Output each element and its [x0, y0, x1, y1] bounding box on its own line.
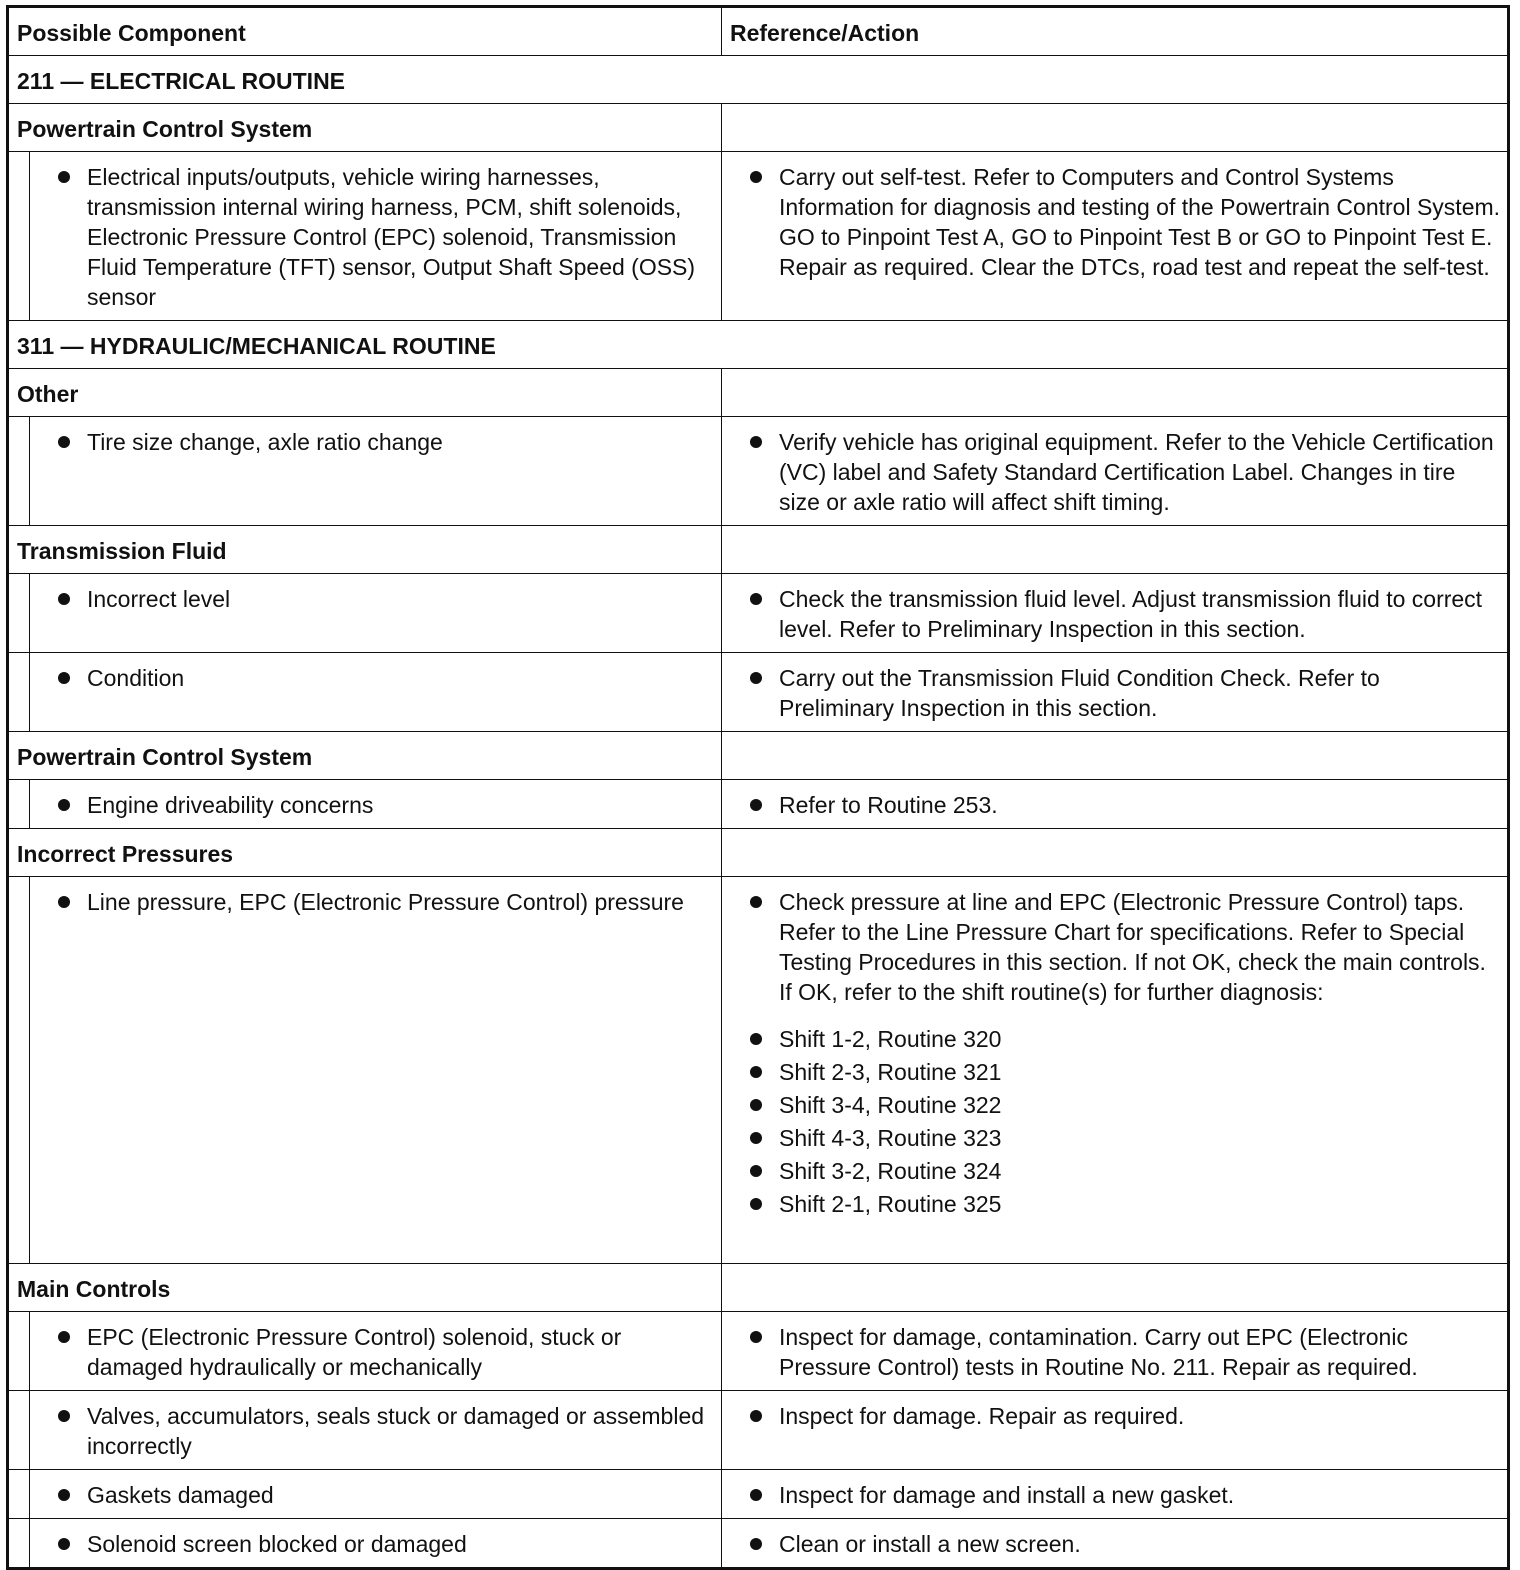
component-cell: [30, 152, 722, 321]
list-item: Engine driveability concerns: [30, 790, 715, 820]
group-title: Incorrect Pressures: [8, 829, 722, 877]
component-cell: [30, 780, 722, 829]
group-empty-cell: [722, 526, 1509, 574]
component-cell: [30, 877, 722, 1264]
component-cell: [30, 1470, 722, 1519]
group-title: Powertrain Control System: [8, 104, 722, 152]
indent-cell: [8, 417, 30, 526]
list-item: Shift 2-1, Routine 325: [722, 1188, 1501, 1221]
component-cell: [30, 1312, 722, 1391]
header-component: Possible Component: [8, 7, 722, 56]
table-row: [8, 574, 1509, 653]
section-title: 211 — ELECTRICAL ROUTINE: [8, 56, 1509, 104]
list-item: Carry out the Transmission Fluid Condition Check. Refer to Preliminary Inspection in this section.: [722, 663, 1501, 723]
diagnosis-table: [6, 5, 1510, 1570]
action-cell: [722, 417, 1509, 526]
list-item: Shift 2-3, Routine 321: [722, 1056, 1501, 1089]
group-empty-cell: [722, 104, 1509, 152]
group-empty-cell: [722, 732, 1509, 780]
group-row-transmission-fluid: [8, 526, 1509, 574]
header-reference: Reference/Action: [722, 7, 1509, 56]
component-cell: [30, 1519, 722, 1569]
list-item: Line pressure, EPC (Electronic Pressure Control) pressure: [30, 887, 715, 917]
indent-cell: [8, 1312, 30, 1391]
component-cell: [30, 653, 722, 732]
list-item: Shift 4-3, Routine 323: [722, 1122, 1501, 1155]
list-item: Electrical inputs/outputs, vehicle wiring harnesses, transmission internal wiring harness, PCM, shift solenoids, Electronic Pressure Control (EPC) solenoid, Transmission Fluid Temperature (TFT) sensor, Output Shaft Speed (OSS) sensor: [30, 162, 715, 312]
group-empty-cell: [722, 829, 1509, 877]
table-row: [8, 152, 1509, 321]
list-item: Incorrect level: [30, 584, 715, 614]
action-cell: [722, 1519, 1509, 1569]
indent-cell: [8, 653, 30, 732]
list-item: Check the transmission fluid level. Adjust transmission fluid to correct level. Refer to Preliminary Inspection in this section.: [722, 584, 1501, 644]
indent-cell: [8, 1391, 30, 1470]
action-cell: [722, 152, 1509, 321]
action-cell: [722, 574, 1509, 653]
action-cell: [722, 780, 1509, 829]
list-item: Verify vehicle has original equipment. Refer to the Vehicle Certification (VC) label and Safety Standard Certification Label. Changes in tire size or axle ratio will affect shift timing.: [722, 427, 1501, 517]
group-row-main-controls: [8, 1264, 1509, 1312]
table-row: [8, 1519, 1509, 1569]
group-title: Powertrain Control System: [8, 732, 722, 780]
table-row: [8, 1470, 1509, 1519]
list-item: Shift 1-2, Routine 320: [722, 1023, 1501, 1056]
component-cell: [30, 417, 722, 526]
group-empty-cell: [722, 369, 1509, 417]
section-row-electrical: [8, 56, 1509, 104]
action-cell: [722, 1470, 1509, 1519]
component-cell: [30, 1391, 722, 1470]
group-empty-cell: [722, 1264, 1509, 1312]
list-item: Valves, accumulators, seals stuck or damaged or assembled incorrectly: [30, 1401, 715, 1461]
table-row: [8, 877, 1509, 1264]
table-row: [8, 1312, 1509, 1391]
indent-cell: [8, 1470, 30, 1519]
table-row: [8, 417, 1509, 526]
list-item: Shift 3-2, Routine 324: [722, 1155, 1501, 1188]
list-item: Inspect for damage. Repair as required.: [722, 1401, 1501, 1431]
action-cell: [722, 1312, 1509, 1391]
list-item: EPC (Electronic Pressure Control) solenoid, stuck or damaged hydraulically or mechanically: [30, 1322, 715, 1382]
indent-cell: [8, 1519, 30, 1569]
indent-cell: [8, 780, 30, 829]
table-row: [8, 1391, 1509, 1470]
shift-routine-list: [722, 1007, 1507, 1227]
group-title: Other: [8, 369, 722, 417]
list-item: Shift 3-4, Routine 322: [722, 1089, 1501, 1122]
component-cell: [30, 574, 722, 653]
indent-cell: [8, 152, 30, 321]
group-title: Transmission Fluid: [8, 526, 722, 574]
group-row-powertrain-control: [8, 104, 1509, 152]
indent-cell: [8, 574, 30, 653]
group-title: Main Controls: [8, 1264, 722, 1312]
list-item: Gaskets damaged: [30, 1480, 715, 1510]
list-item: Inspect for damage and install a new gasket.: [722, 1480, 1501, 1510]
section-row-hydraulic: [8, 321, 1509, 369]
list-item: Refer to Routine 253.: [722, 790, 1501, 820]
table-row: [8, 780, 1509, 829]
table-header-row: [8, 7, 1509, 56]
group-row-powertrain-control-2: [8, 732, 1509, 780]
list-item: Inspect for damage, contamination. Carry out EPC (Electronic Pressure Control) tests in Routine No. 211. Repair as required.: [722, 1322, 1501, 1382]
list-item: Condition: [30, 663, 715, 693]
action-cell: [722, 1391, 1509, 1470]
action-cell: [722, 877, 1509, 1264]
indent-cell: [8, 877, 30, 1264]
list-item: Carry out self-test. Refer to Computers and Control Systems Information for diagnosis and testing of the Powertrain Control System. GO to Pinpoint Test A, GO to Pinpoint Test B or GO to Pinpoint Test E. Repair as required. Clear the DTCs, road test and repeat the self-test.: [722, 162, 1501, 282]
list-item: Tire size change, axle ratio change: [30, 427, 715, 457]
action-cell: [722, 653, 1509, 732]
section-title: 311 — HYDRAULIC/MECHANICAL ROUTINE: [8, 321, 1509, 369]
list-item: Check pressure at line and EPC (Electronic Pressure Control) taps. Refer to the Line Pressure Chart for specifications. Refer to Special Testing Procedures in this section. If not OK, check the main controls. If OK, refer to the shift routine(s) for further diagnosis:: [722, 887, 1501, 1007]
table-row: [8, 653, 1509, 732]
group-row-incorrect-pressures: [8, 829, 1509, 877]
list-item: Clean or install a new screen.: [722, 1529, 1501, 1559]
group-row-other: [8, 369, 1509, 417]
list-item: Solenoid screen blocked or damaged: [30, 1529, 715, 1559]
